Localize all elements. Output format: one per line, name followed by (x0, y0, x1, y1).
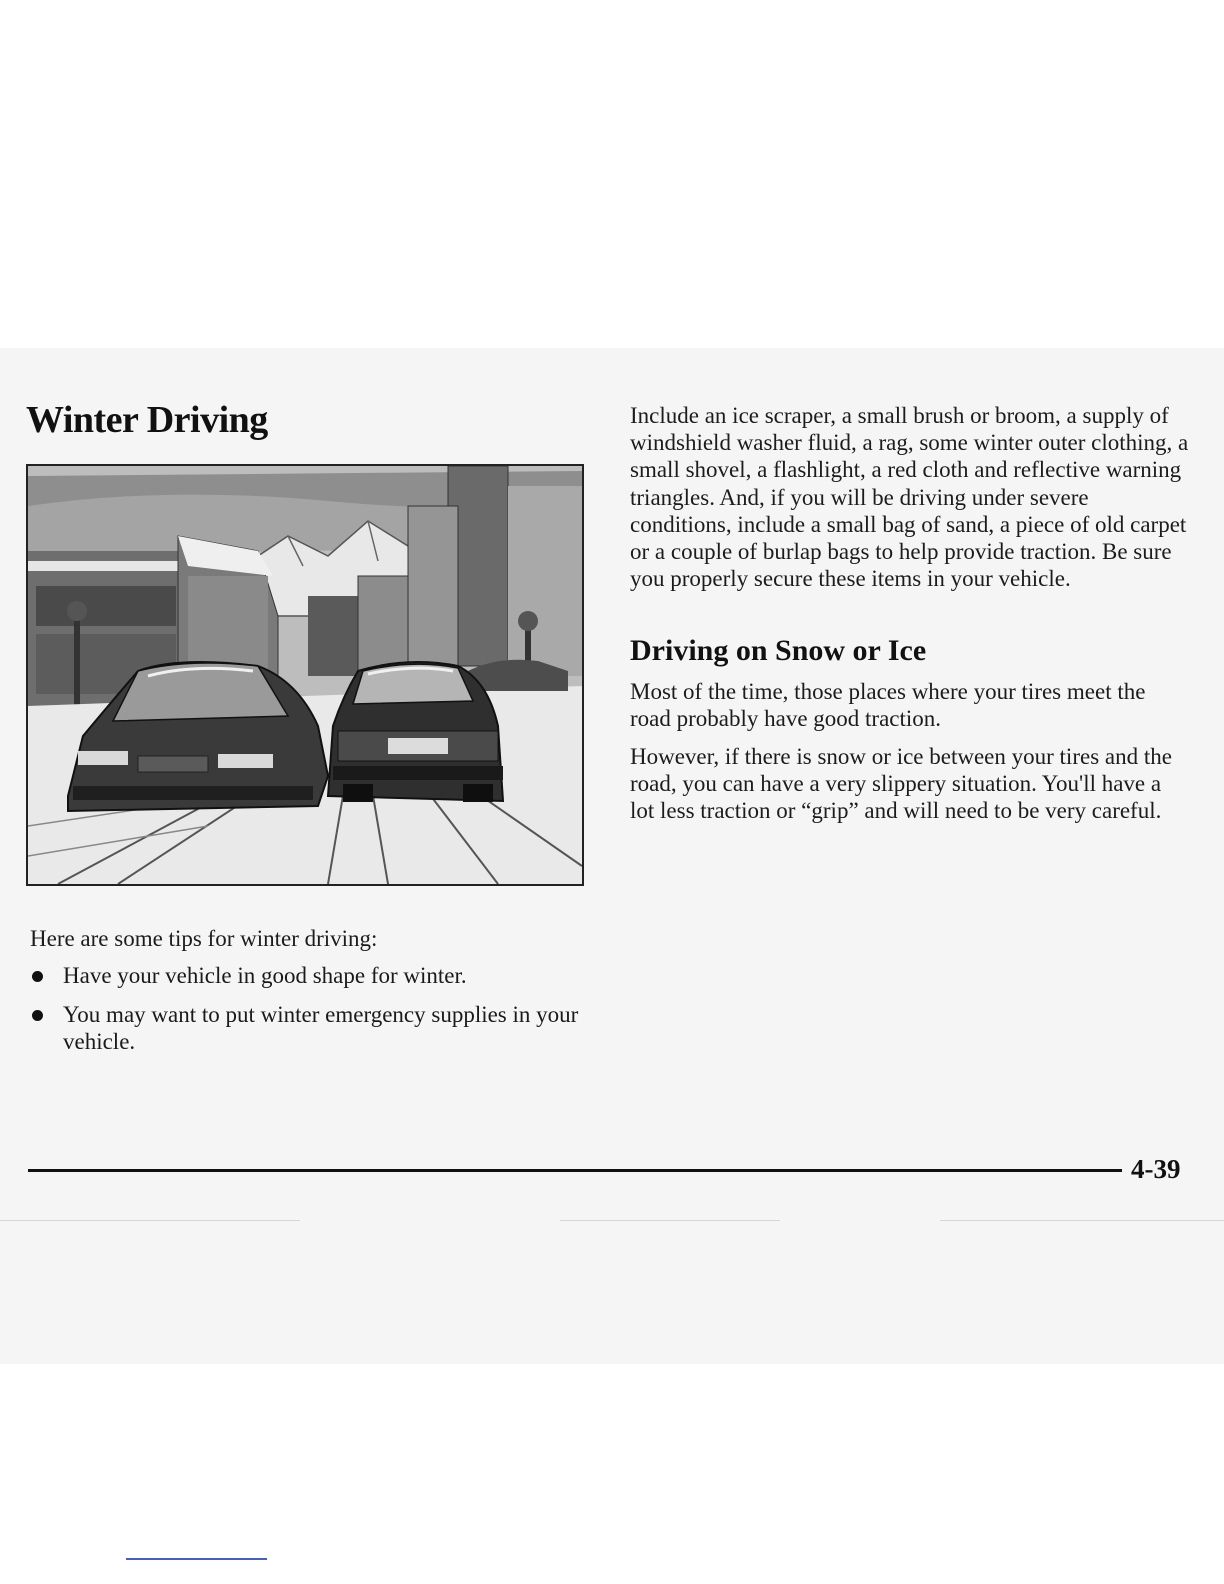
tips-list (30, 962, 590, 1068)
bullet-icon (32, 1010, 43, 1021)
bullet-icon (32, 971, 43, 982)
scan-artifact-line (0, 1220, 300, 1221)
list-item-text: You may want to put winter emergency supplies in your vehicle. (63, 1002, 579, 1055)
traction-paragraph: Most of the time, those places where your tires meet the road probably have good traction. (630, 679, 1146, 732)
blue-underline (126, 1558, 267, 1560)
section-title: Winter Driving (26, 399, 268, 441)
supplies-paragraph: Include an ice scraper, a small brush or broom, a supply of windshield washer fluid, a rag, some winter outer clothing, a small shovel, a flashlight, a red cloth and reflective warning triangles. And, if you will be driving under severe conditions, include a small bag of sand, a piece of old carpet or a couple of burlap bags to help provide traction. Be sure you properly secure these items in your vehicle. (630, 403, 1189, 592)
subsection-title: Driving on Snow or Ice (630, 634, 927, 667)
footer-rule (28, 1169, 1122, 1172)
page-number: 4-39 (1131, 1154, 1181, 1184)
scan-artifact-line (560, 1220, 780, 1221)
winter-street-cars-illustration (26, 464, 584, 886)
list-item (30, 962, 590, 989)
slippery-paragraph: However, if there is snow or ice between your tires and the road, you can have a very slippery situation. You'll have a lot less traction or “grip” and will need to be very careful. (630, 744, 1172, 824)
scan-artifact-line (940, 1220, 1224, 1221)
list-item-text: Have your vehicle in good shape for winter. (63, 963, 467, 988)
intro-text: Here are some tips for winter driving: (30, 926, 378, 951)
list-item (30, 1001, 590, 1055)
